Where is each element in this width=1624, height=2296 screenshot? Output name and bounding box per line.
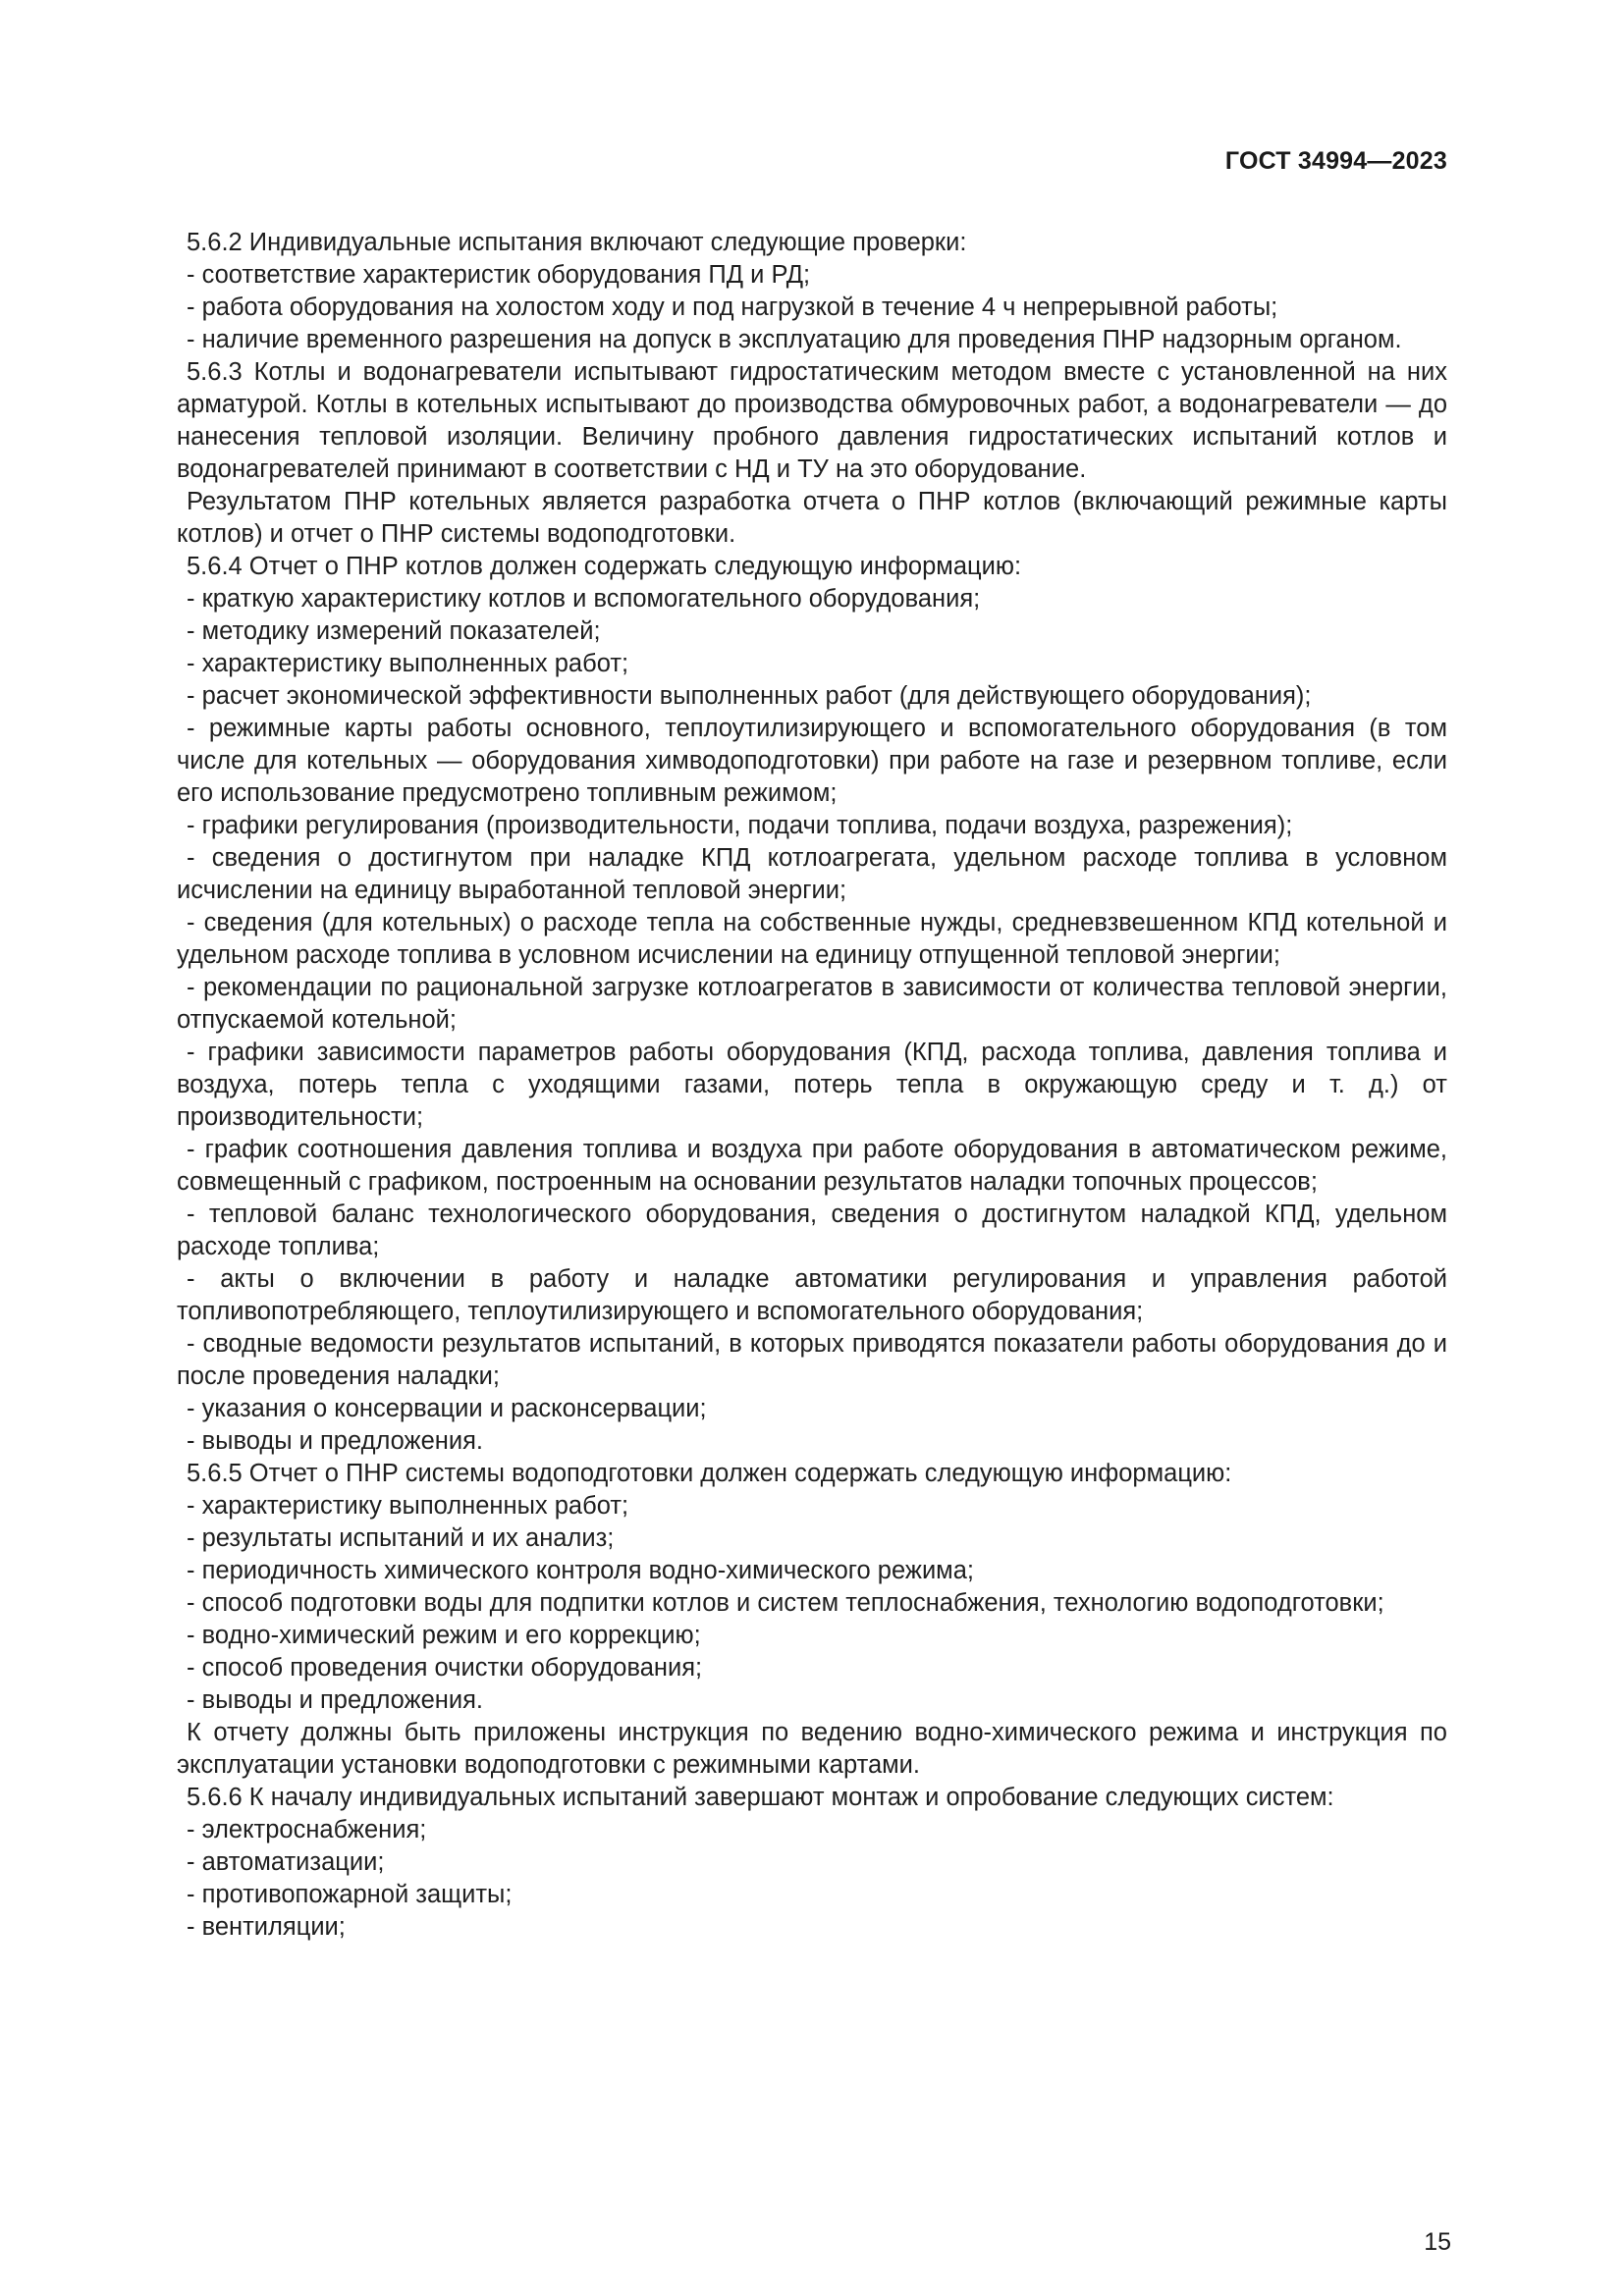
list-item: - противопожарной защиты; [187, 1881, 513, 1908]
list-item: - сведения (для котельных) о расходе тепла на собственные нужды, средневзвешенном КПД котельной и удельном расходе топлива в условном исчислении на единицу отпущенной тепловой энергии; [177, 909, 1447, 969]
list-item: - работа оборудования на холостом ходу и под нагрузкой в течение 4 ч непрерывной работы; [187, 294, 1278, 321]
list-item: - график соотношения давления топлива и воздуха при работе оборудования в автоматическом режиме, совмещенный с графиком, построенным на основании результатов наладки топочных процессов; [177, 1136, 1447, 1196]
clause-5-6-5: 5.6.5 Отчет о ПНР системы водоподготовки должен содержать следующую информацию: [187, 1460, 1232, 1487]
list-item: - графики зависимости параметров работы оборудования (КПД, расхода топлива, давления топлива и воздуха, потерь тепла с уходящими газами, потерь тепла в окружающую среду и т. д.) от производительности; [177, 1039, 1447, 1131]
list-item: - сводные ведомости результатов испытаний, в которых приводятся показатели работы оборудования до и после проведения наладки; [177, 1330, 1447, 1390]
clause-5-6-6: 5.6.6 К началу индивидуальных испытаний завершают монтаж и опробование следующих систем: [187, 1784, 1334, 1811]
list-item: - выводы и предложения. [187, 1427, 483, 1455]
list-item: - расчет экономической эффективности выполненных работ (для действующего оборудования); [187, 682, 1312, 710]
list-item: - графики регулирования (производительности, подачи топлива, подачи воздуха, разрежения); [187, 812, 1293, 839]
document-header: ГОСТ 34994—2023 [1224, 147, 1447, 175]
list-item: - краткую характеристику котлов и вспомогательного оборудования; [187, 585, 981, 613]
paragraph: К отчету должны быть приложены инструкция по ведению водно-химического режима и инструкция по эксплуатации установки водоподготовки с режимными картами. [177, 1719, 1447, 1779]
list-item: - указания о консервации и расконсервации; [187, 1395, 707, 1422]
list-item: - рекомендации по рациональной загрузке котлоагрегатов в зависимости от количества тепловой энергии, отпускаемой котельной; [177, 974, 1447, 1034]
list-item: - электроснабжения; [187, 1816, 427, 1843]
list-item: - результаты испытаний и их анализ; [187, 1524, 615, 1552]
clause-5-6-4: 5.6.4 Отчет о ПНР котлов должен содержать следующую информацию: [187, 553, 1022, 580]
document-body [177, 227, 1447, 1944]
list-item: - вентиляции; [187, 1913, 346, 1941]
list-item: - режимные карты работы основного, теплоутилизирующего и вспомогательного оборудования (в том числе для котельных — оборудования химводоподготовки) при работе на газе и резервном топливе, если его использование предусмотрено топливным режимом; [177, 715, 1447, 807]
list-item: - соответствие характеристик оборудования ПД и РД; [187, 261, 811, 289]
list-item: - акты о включении в работу и наладке автоматики регулирования и управления работой топливопотребляющего, теплоутилизирующего и вспомогательного оборудования; [177, 1265, 1447, 1325]
list-item: - тепловой баланс технологического оборудования, сведения о достигнутом наладкой КПД, удельном расходе топлива; [177, 1201, 1447, 1260]
list-item: - выводы и предложения. [187, 1686, 483, 1714]
list-item: - автоматизации; [187, 1848, 385, 1876]
list-item: - водно-химический режим и его коррекцию; [187, 1622, 701, 1649]
list-item: - методику измерений показателей; [187, 617, 601, 645]
paragraph: Результатом ПНР котельных является разработка отчета о ПНР котлов (включающий режимные карты котлов) и отчет о ПНР системы водоподготовки. [177, 488, 1447, 548]
clause-5-6-3: 5.6.3 Котлы и водонагреватели испытывают гидростатическим методом вместе с установленной на них арматурой. Котлы в котельных испытывают до производства обмуровочных работ, а водонагреватели — до нанесения тепловой изоляции. Величину пробного давления гидростатических испытаний котлов и водонагревателей принимают в соответствии с НД и ТУ на это оборудование. [177, 358, 1447, 483]
list-item: - характеристику выполненных работ; [187, 1492, 629, 1520]
clause-5-6-2: 5.6.2 Индивидуальные испытания включают следующие проверки: [187, 229, 967, 256]
list-item: - периодичность химического контроля водно-химического режима; [187, 1557, 974, 1584]
list-item: - способ проведения очистки оборудования; [187, 1654, 703, 1682]
page-number: 15 [1424, 2228, 1451, 2256]
list-item: - наличие временного разрешения на допуск в эксплуатацию для проведения ПНР надзорным органом. [187, 326, 1402, 353]
list-item: - сведения о достигнутом при наладке КПД котлоагрегата, удельном расходе топлива в условном исчислении на единицу выработанной тепловой энергии; [177, 844, 1447, 904]
list-item: - способ подготовки воды для подпитки котлов и систем теплоснабжения, технологию водоподготовки; [187, 1589, 1384, 1617]
list-item: - характеристику выполненных работ; [187, 650, 629, 677]
